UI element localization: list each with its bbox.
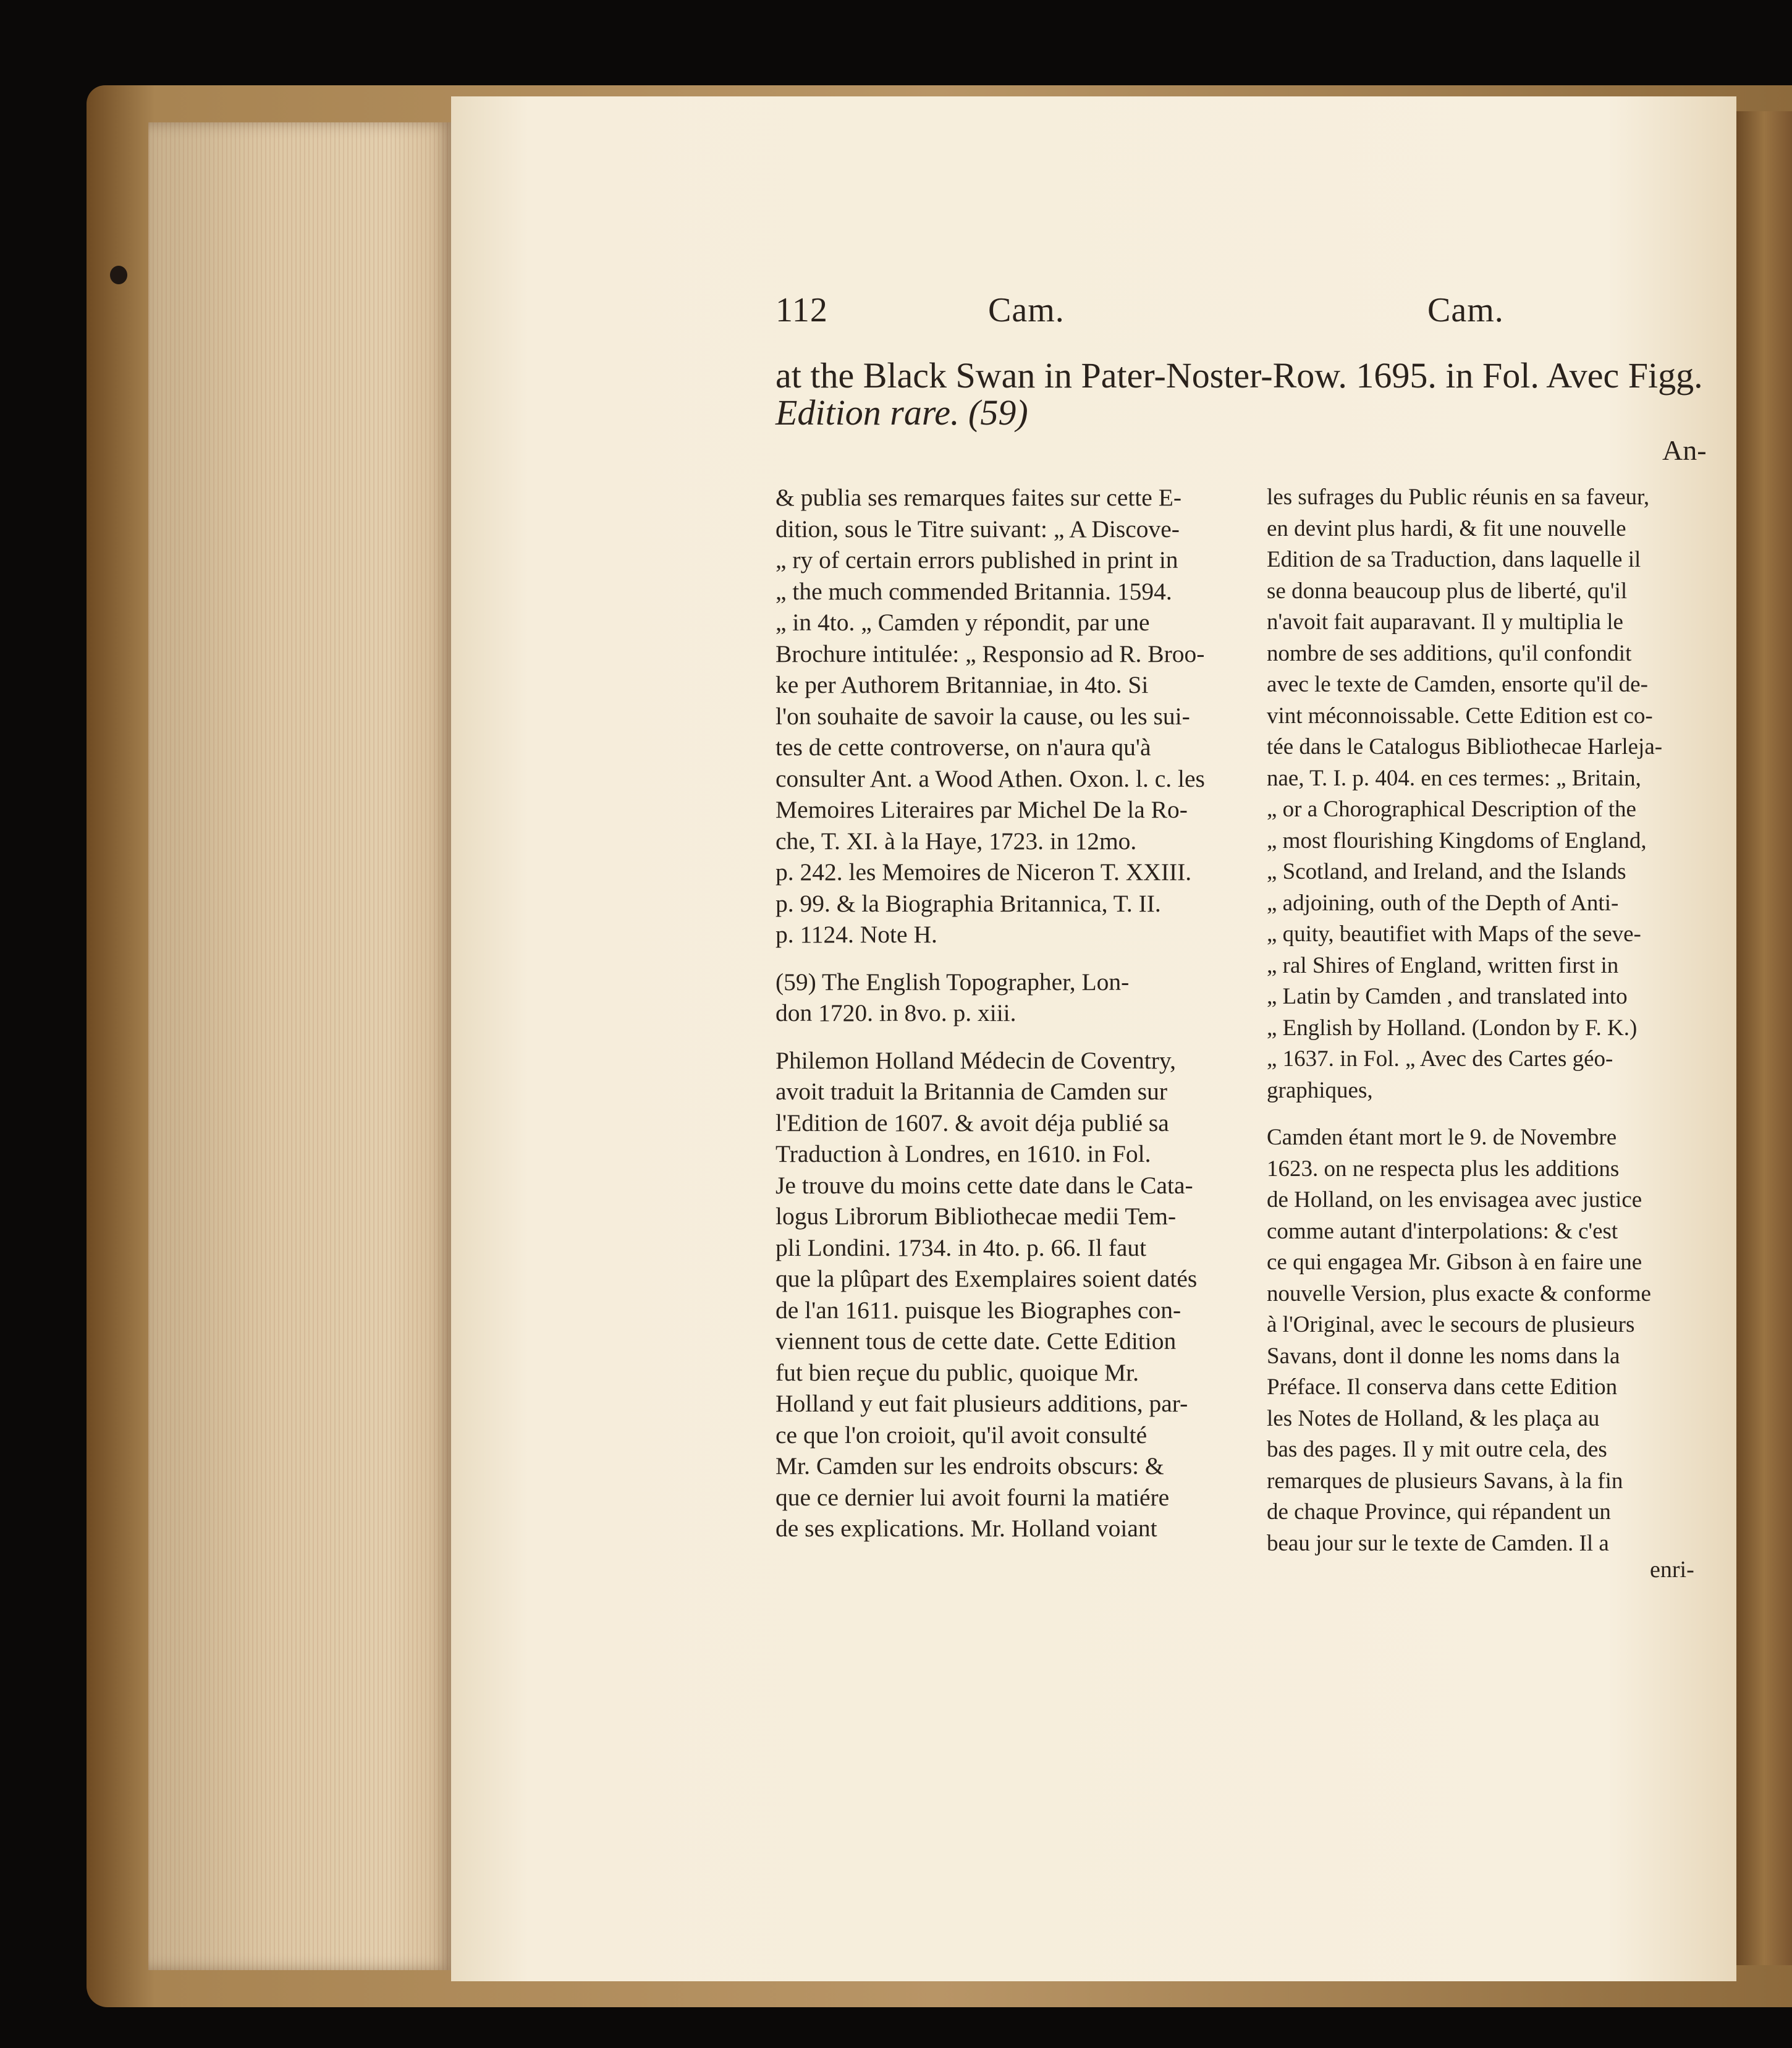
text-line: p. 1124. Note H. <box>776 921 937 948</box>
text-line: p. 99. & la Biographia Britannica, T. II. <box>776 889 1161 917</box>
text-line: graphiques, <box>1267 1077 1373 1103</box>
text-line: ce qui engagea Mr. Gibson à en faire une <box>1267 1250 1642 1275</box>
text-line: Camden étant mort le 9. de Novembre <box>1267 1125 1617 1150</box>
title-line-2-text: Edition rare. (59) <box>776 392 1028 433</box>
text-line: pli Londini. 1734. in 4to. p. 66. Il faut <box>776 1233 1147 1261</box>
text-line: „ Scotland, and Ireland, and the Islands <box>1267 859 1626 884</box>
title-line-1: at the Black Swan in Pater-Noster-Row. 1695. in Fol. Avec Figg. <box>776 355 1703 396</box>
text-line: „ ry of certain errors published in print in <box>776 546 1178 573</box>
text-line: à l'Original, avec le secours de plusieurs <box>1267 1312 1635 1337</box>
text-line: vint méconnoissable. Cette Edition est co- <box>1267 703 1653 729</box>
text-line: remarques de plusieurs Savans, à la fin <box>1267 1468 1623 1494</box>
text-line: 1623. on ne respecta plus les additions <box>1267 1156 1620 1182</box>
text-line: „ 1637. in Fol. „ Avec des Cartes géo- <box>1267 1046 1613 1072</box>
text-line: nombre de ses additions, qu'il confondit <box>1267 640 1632 666</box>
right-column <box>1267 482 1699 1559</box>
text-line: avoit traduit la Britannia de Camden sur <box>776 1078 1168 1105</box>
text-line: Memoires Literaires par Michel De la Ro- <box>776 796 1188 823</box>
catchword-top: An- <box>1662 434 1707 466</box>
text-line: de Holland, on les envisagea avec justice <box>1267 1187 1642 1212</box>
running-header <box>776 290 1517 340</box>
text-line: Brochure intitulée: „ Responsio ad R. Broo- <box>776 640 1205 667</box>
left-paragraph-1 <box>776 482 1233 950</box>
text-line: tée dans le Catalogus Bibliothecae Harleja- <box>1267 734 1663 760</box>
text-line: Savans, dont il donne les noms dans la <box>1267 1343 1620 1369</box>
text-line: „ quity, beautifiet with Maps of the seve- <box>1267 921 1641 947</box>
text-line: les Notes de Holland, & les plaça au <box>1267 1405 1600 1431</box>
text-line: Je trouve du moins cette date dans le Cata- <box>776 1171 1193 1199</box>
catchword-bottom: enri- <box>1650 1557 1694 1583</box>
text-line: comme autant d'interpolations: & c'est <box>1267 1218 1618 1244</box>
text-line: (59) The English Topographer, Lon- <box>776 968 1130 996</box>
header-left-word: Cam. <box>988 291 1065 329</box>
title-line-2 <box>776 391 1332 435</box>
text-line: ce que l'on croioit, qu'il avoit consulté <box>776 1421 1147 1449</box>
text-line: p. 242. les Memoires de Niceron T. XXIII. <box>776 858 1192 886</box>
text-line: „ English by Holland. (London by F. K.) <box>1267 1015 1638 1041</box>
text-line: bas des pages. Il y mit outre cela, des <box>1267 1437 1607 1462</box>
text-line: tes de cette controverse, on n'aura qu'à <box>776 734 1151 761</box>
text-line: de chaque Province, qui répandent un <box>1267 1499 1611 1525</box>
text-line: les sufrages du Public réunis en sa faveur, <box>1267 484 1650 510</box>
page-edges <box>148 122 451 1970</box>
text-line: Edition de sa Traduction, dans laquelle il <box>1267 547 1641 572</box>
text-line: consulter Ant. a Wood Athen. Oxon. l. c. les <box>776 764 1205 792</box>
text-line: viennent tous de cette date. Cette Edition <box>776 1327 1177 1355</box>
header-right-word: Cam. <box>1427 291 1504 329</box>
text-line: ke per Authorem Britanniae, in 4to. Si <box>776 671 1149 698</box>
text-line: nae, T. I. p. 404. en ces termes: „ Britain, <box>1267 765 1641 791</box>
text-line: „ Latin by Camden , and translated into <box>1267 984 1628 1009</box>
text-line: „ the much commended Britannia. 1594. <box>776 577 1172 605</box>
facing-page-edge <box>1736 111 1792 1965</box>
text-line: Mr. Camden sur les endroits obscurs: & <box>776 1452 1164 1479</box>
left-column <box>776 482 1233 1544</box>
left-paragraph-2 <box>776 1045 1233 1544</box>
text-line: nouvelle Version, plus exacte & conforme <box>1267 1280 1651 1306</box>
text-line: che, T. XI. à la Haye, 1723. in 12mo. <box>776 827 1137 855</box>
text-line: Philemon Holland Médecin de Coventry, <box>776 1046 1176 1074</box>
page-number: 112 <box>776 291 828 329</box>
text-line: que la plûpart des Exemplaires soient datés <box>776 1265 1198 1292</box>
text-line: Traduction à Londres, en 1610. in Fol. <box>776 1140 1151 1167</box>
text-line: dition, sous le Titre suivant: „ A Discove- <box>776 515 1180 543</box>
note-59 <box>776 967 1233 1029</box>
text-line: de l'an 1611. puisque les Biographes con- <box>776 1296 1181 1324</box>
text-line: Préface. Il conserva dans cette Edition <box>1267 1374 1618 1400</box>
text-line: beau jour sur le texte de Camden. Il a <box>1267 1530 1609 1556</box>
text-line: fut bien reçue du public, quoique Mr. <box>776 1358 1139 1386</box>
text-line: don 1720. in 8vo. p. xiii. <box>776 999 1016 1026</box>
text-line: „ most flourishing Kingdoms of England, <box>1267 827 1647 853</box>
text-line: „ adjoining, outh of the Depth of Anti- <box>1267 890 1619 916</box>
text-line: „ or a Chorographical Description of the <box>1267 797 1636 822</box>
binding-mark <box>110 266 127 284</box>
text-line: logus Librorum Bibliothecae medii Tem- <box>776 1203 1177 1230</box>
text-line: l'on souhaite de savoir la cause, ou les sui- <box>776 702 1190 730</box>
text-line: en devint plus hardi, & fit une nouvelle <box>1267 515 1626 541</box>
right-paragraph-2 <box>1267 1122 1699 1559</box>
text-line: Holland y eut fait plusieurs additions, par- <box>776 1390 1188 1417</box>
text-line: „ ral Shires of England, written first in <box>1267 952 1619 978</box>
text-line: l'Edition de 1607. & avoit déja publié sa <box>776 1109 1169 1136</box>
text-line: & publia ses remarques faites sur cette E- <box>776 484 1181 511</box>
text-line: avec le texte de Camden, ensorte qu'il de- <box>1267 672 1648 697</box>
text-line: n'avoit fait auparavant. Il y multiplia le <box>1267 609 1623 635</box>
text-line: que ce dernier lui avoit fourni la matiére <box>776 1483 1170 1511</box>
text-line: „ in 4to. „ Camden y répondit, par une <box>776 609 1150 636</box>
right-paragraph-1 <box>1267 482 1699 1106</box>
text-line: se donna beaucoup plus de liberté, qu'il <box>1267 578 1628 604</box>
text-line: de ses explications. Mr. Holland voiant <box>776 1515 1157 1542</box>
